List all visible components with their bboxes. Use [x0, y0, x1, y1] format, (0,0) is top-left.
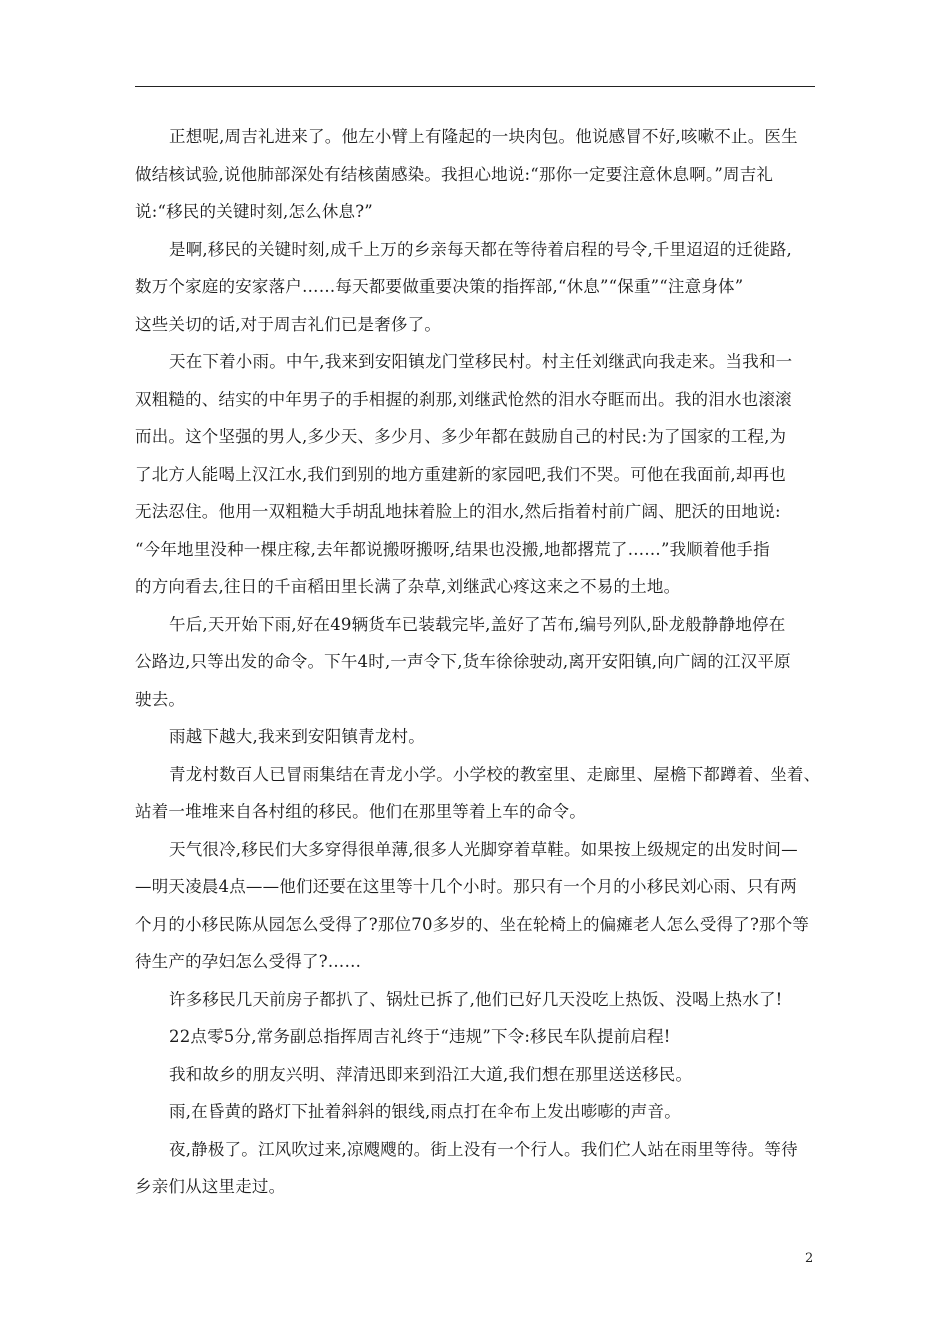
- text-line: 22点零5分,常务副总指挥周吉礼终于“违规”下令:移民车队提前启程!: [169, 1027, 671, 1046]
- text-line: 乡亲们从这里走过。: [135, 1177, 286, 1196]
- text-line: 天气很冷,移民们大多穿得很单薄,很多人光脚穿着草鞋。如果按上级规定的出发时间—: [169, 839, 798, 859]
- text-line: 是啊,移民的关键时刻,成千上万的乡亲每天都在等待着启程的号令,千里迢迢的迁徙路,: [169, 239, 792, 259]
- text-line: 雨,在昏黄的路灯下扯着斜斜的银线,雨点打在伞布上发出嘭嘭的声音。: [169, 1102, 681, 1121]
- text-line: 天在下着小雨。中午,我来到安阳镇龙门堂移民村。村主任刘继武向我走来。当我和一: [169, 352, 793, 371]
- text-line: 个月的小移民陈从园怎么受得了?那位70多岁的、坐在轮椅上的偏瘫老人怎么受得了?那个等: [135, 914, 810, 934]
- text-line: 青龙村数百人已冒雨集结在青龙小学。小学校的教室里、走廊里、屋檐下都蹲着、坐着、: [169, 764, 821, 784]
- text-line: 说:“移民的关键时刻,怎么休息?”: [135, 202, 373, 221]
- text-line: 做结核试验,说他肺部深处有结核菌感染。我担心地说:“那你一定要注意休息啊。”周吉礼: [135, 164, 774, 184]
- text-line: 正想呢,周吉礼进来了。他左小臂上有隆起的一块肉包。他说感冒不好,咳嗽不止。医生: [169, 127, 798, 146]
- text-line: —明天凌晨4点——他们还要在这里等十几个小时。那只有一个月的小移民刘心雨、只有两: [135, 877, 797, 896]
- text-line: 这些关切的话,对于周吉礼们已是奢侈了。: [135, 314, 442, 334]
- document-body: [135, 118, 825, 1206]
- text-line: 我和故乡的朋友兴明、萍清迅即来到沿江大道,我们想在那里送送移民。: [169, 1064, 693, 1084]
- text-line: 许多移民几天前房子都扒了、锅灶已拆了,他们已好几天没吃上热饭、没喝上热水了!: [169, 989, 783, 1009]
- text-line: 了北方人能喝上汉江水,我们到别的地方重建新的家园吧,我们不哭。可他在我面前,却再也: [135, 464, 786, 484]
- text-line: 夜,静极了。江风吹过来,凉飕飕的。街上没有一个行人。我们伫人站在雨里等待。等待: [169, 1139, 798, 1159]
- text-line: 驶去。: [135, 689, 186, 709]
- text-line: 双粗糙的、结实的中年男子的手相握的刹那,刘继武怆然的泪水夺眶而出。我的泪水也滚滚: [135, 389, 792, 409]
- text-line: 公路边,只等出发的命令。下午4时,一声令下,货车徐徐驶动,离开安阳镇,向广阔的江汉平原: [135, 652, 791, 671]
- page-number: 2: [805, 1251, 814, 1266]
- header-rule: [135, 86, 815, 87]
- text-line: 雨越下越大,我来到安阳镇青龙村。: [169, 727, 425, 746]
- text-line: 的方向看去,往日的千亩稻田里长满了杂草,刘继武心疼这来之不易的土地。: [135, 577, 681, 596]
- text-line: “今年地里没种一棵庄稼,去年都说搬呀搬呀,结果也没搬,地都撂荒了……”我顺着他手指: [135, 539, 770, 559]
- text-line: 午后,天开始下雨,好在49辆货车已装载完毕,盖好了苫布,编号列队,卧龙般静静地停在: [169, 614, 786, 634]
- text-line: 而出。这个坚强的男人,多少天、多少月、多少年都在鼓励自己的村民:为了国家的工程,为: [135, 427, 787, 446]
- text-line: 数万个家庭的安家落户……每天都要做重要决策的指挥部,“休息”“保重”“注意身体”: [135, 277, 744, 296]
- text-line: 无法忍住。他用一双粗糙大手胡乱地抹着脸上的泪水,然后指着村前广阔、肥沃的田地说:: [135, 502, 781, 521]
- text-line: 待生产的孕妇怎么受得了?……: [135, 952, 362, 971]
- text-line: 站着一堆堆来自各村组的移民。他们在那里等着上车的命令。: [135, 802, 586, 821]
